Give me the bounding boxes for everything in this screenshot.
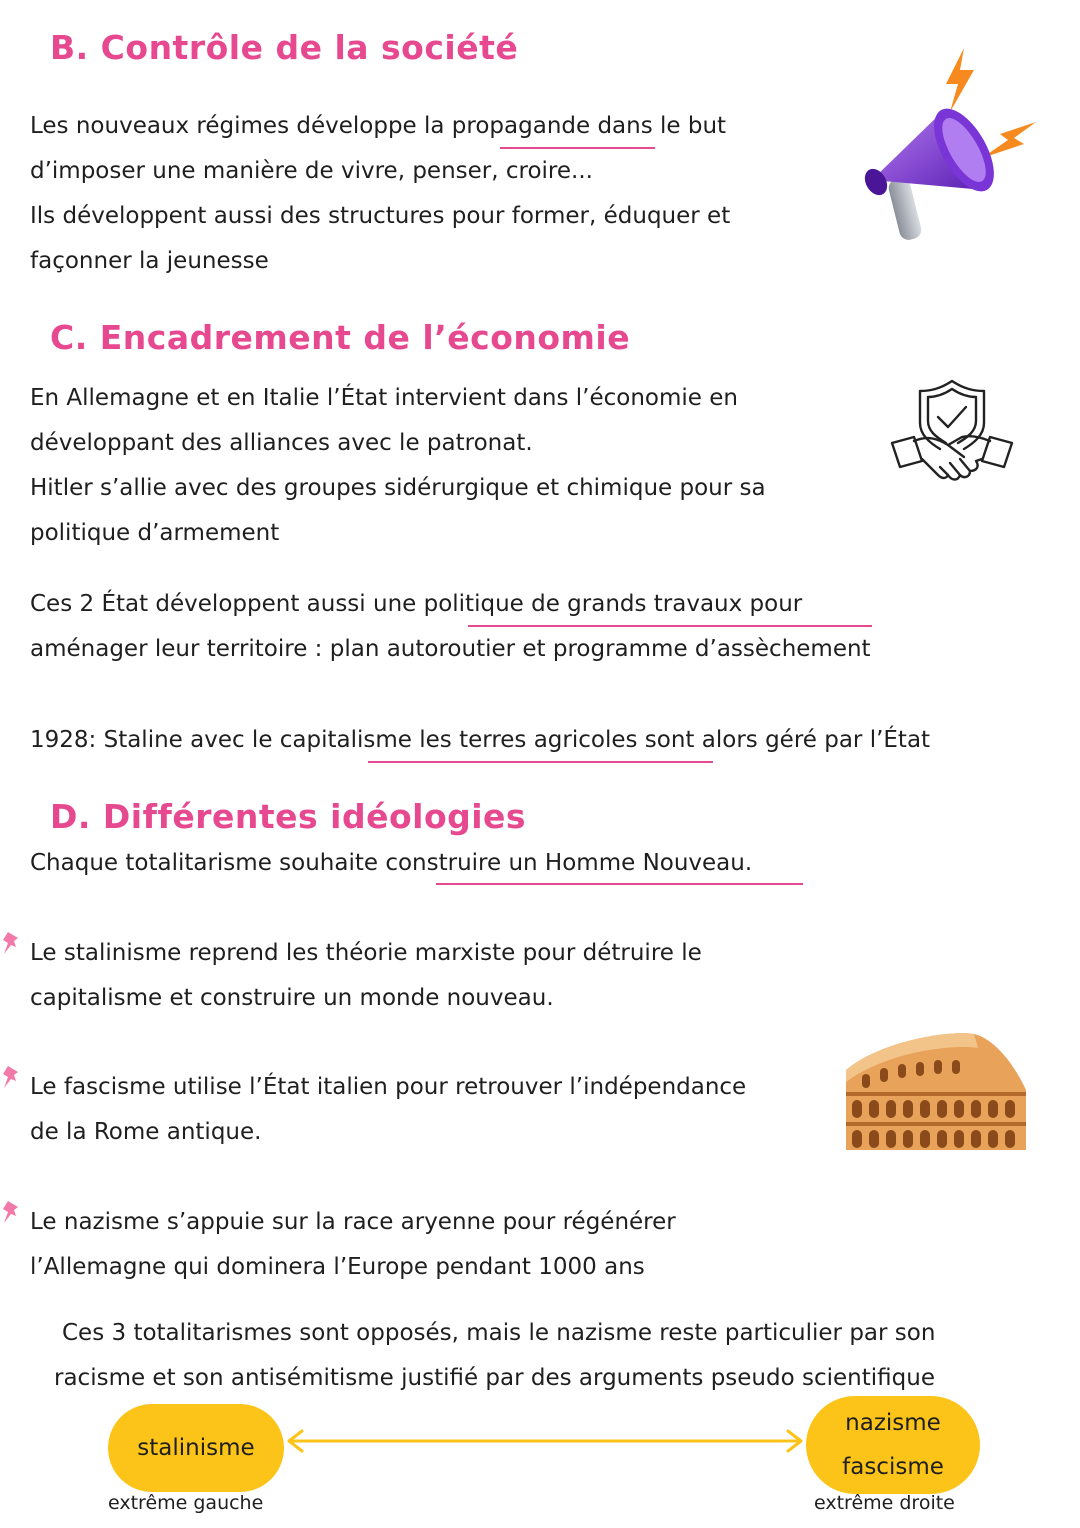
section-d-intro: Chaque totalitarisme souhaite construire un Homme Nouveau. [30,850,753,876]
fascisme-label: fascisme [842,1454,944,1480]
section-d-title: D. Différentes idéologies [50,797,527,836]
section-c-p2-line-2: aménager leur territoire : plan autoroutier et programme d’assèchement [30,636,871,662]
megaphone-icon [860,40,1040,250]
section-b-line-3: Ils développent aussi des structures pour former, éduquer et [30,203,731,229]
conclusion-line-1: Ces 3 totalitarismes sont opposés, mais le nazisme reste particulier par son [62,1320,936,1346]
extreme-gauche-caption: extrême gauche [108,1492,264,1514]
section-b-line-4: façonner la jeunesse [30,248,269,274]
section-b-title: B. Contrôle de la société [50,28,519,67]
nazisme-line-1: Le nazisme s’appuie sur la race aryenne pour régénérer [30,1209,676,1235]
conclusion-line-2: racisme et son antisémitisme justifié par des arguments pseudo scientifique [54,1365,935,1391]
underline-propagande [500,147,655,149]
underline-capitalisme [368,761,713,763]
section-b-line-1: Les nouveaux régimes développe la propagande dans le but [30,113,727,139]
pushpin-icon [0,1064,22,1090]
section-b-line-2: d’imposer une manière de vivre, penser, croire... [30,158,593,184]
double-arrow-icon [284,1428,806,1454]
section-c-title: C. Encadrement de l’économie [50,318,631,357]
stalinisme-label: stalinisme [137,1435,255,1461]
stalinisme-line-2: capitalisme et construire un monde nouveau. [30,985,554,1011]
extreme-droite-caption: extrême droite [814,1492,955,1514]
section-c-line-2: développant des alliances avec le patronat. [30,430,533,456]
pushpin-icon [0,1199,22,1225]
fascisme-line-2: de la Rome antique. [30,1119,262,1145]
stalinisme-line-1: Le stalinisme reprend les théorie marxiste pour détruire le [30,940,702,966]
section-c-line-4: politique d’armement [30,520,280,546]
section-c-p3: 1928: Staline avec le capitalisme les terres agricoles sont alors géré par l’État [30,727,931,753]
underline-grands-travaux [468,625,872,627]
section-c-line-1: En Allemagne et en Italie l’État intervient dans l’économie en [30,385,738,411]
section-c-line-3: Hitler s’allie avec des groupes sidérurgique et chimique pour sa [30,475,766,501]
underline-homme-nouveau [436,883,803,885]
handshake-shield-icon [888,375,1018,505]
section-c-p2-line-1: Ces 2 État développent aussi une politique de grands travaux pour [30,591,803,617]
fascisme-line-1: Le fascisme utilise l’État italien pour retrouver l’indépendance [30,1074,747,1100]
nazisme-line-2: l’Allemagne qui dominera l’Europe pendant 1000 ans [30,1254,645,1280]
pushpin-icon [0,930,22,956]
nazisme-label: nazisme [845,1410,941,1436]
colosseum-icon [842,1030,1030,1154]
stalinisme-bubble [108,1404,284,1492]
nazisme-fascisme-bubble [806,1396,980,1494]
